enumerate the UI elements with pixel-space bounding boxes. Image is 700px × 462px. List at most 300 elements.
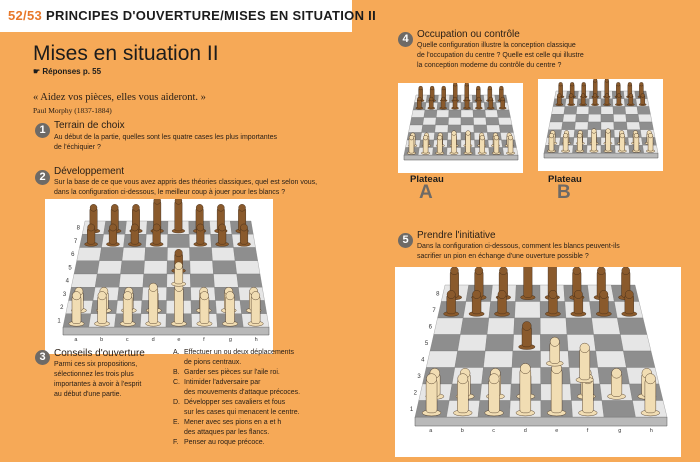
board-square: [426, 351, 457, 368]
option-text: [184, 348, 294, 368]
file-label: b: [100, 337, 104, 343]
piece-head: [577, 133, 582, 138]
piece-body: [174, 287, 183, 323]
board-square: [449, 110, 461, 118]
page-title: Mises en situation II: [33, 42, 219, 65]
piece-head: [616, 82, 620, 86]
board-square: [550, 114, 564, 122]
piece-head: [149, 283, 157, 291]
question-1-line: Au début de la partie, quelles sont les quatre cases les plus importantes: [54, 134, 277, 141]
file-label: c: [492, 428, 495, 434]
question-4-line: la conception moderne du contrôle du centre ?: [417, 62, 562, 69]
board-square: [601, 114, 614, 122]
rank-label: 6: [71, 252, 75, 259]
piece-head: [123, 292, 131, 300]
piece-head: [72, 292, 80, 300]
piece-head: [453, 97, 457, 101]
question-4-line: Quelle configuration illustre la conception classique: [417, 42, 576, 49]
board-square: [95, 274, 120, 287]
option-item: [173, 348, 338, 368]
piece-head: [88, 224, 95, 231]
question-3-line: Parmi ces six propositions,: [54, 361, 138, 368]
board-square: [589, 107, 601, 115]
piece-head: [426, 374, 436, 384]
board-b: [538, 79, 663, 171]
question-2-line: Sur la base de ce que vous avez appris des théories classiques, quel est selon vous,: [54, 179, 318, 186]
board-square: [620, 335, 651, 352]
board-square: [596, 351, 627, 368]
piece-head: [573, 267, 581, 275]
board-initiative: [395, 267, 681, 457]
piece-head: [605, 94, 609, 98]
piece-body: [606, 131, 611, 151]
piece-head: [494, 135, 499, 140]
piece-head: [501, 97, 505, 101]
piece-body: [451, 133, 456, 153]
piece-head: [452, 131, 457, 136]
piece-head: [442, 86, 446, 90]
question-4-heading: Occupation ou contrôle: [417, 29, 520, 40]
question-2-line: dans la configuration ci-dessous, le meilleur coup à jouer pour les blancs ?: [54, 189, 286, 196]
board-square: [190, 261, 214, 274]
board-square: [566, 318, 594, 335]
option-line: Effectuer un ou deux déplacements: [184, 349, 295, 356]
answers-reference: ☛ Réponses p. 55: [33, 67, 102, 76]
file-label: f: [203, 337, 205, 343]
piece-head: [593, 79, 597, 82]
file-label: d: [151, 337, 155, 343]
piece-head: [477, 97, 481, 101]
board-square: [483, 351, 512, 368]
board-square: [448, 118, 461, 126]
board-square: [460, 318, 488, 335]
piece-head: [453, 83, 457, 86]
rank-label: 6: [428, 324, 432, 331]
option-line: des mouvements d'attaque précoces.: [184, 389, 301, 396]
piece-head: [251, 292, 259, 300]
board-square: [626, 114, 640, 122]
board-edge: [404, 155, 518, 160]
board-edge: [544, 153, 658, 158]
option-item: [173, 368, 338, 378]
question-4-line: de l'occupation du centre ? Quelle est celle qui illustre: [417, 52, 584, 59]
board-edge: [415, 417, 667, 426]
file-label: b: [460, 428, 464, 434]
board-square: [97, 261, 122, 274]
piece-head: [563, 133, 568, 138]
quote-author: Paul Morphy (1837-1884): [33, 106, 112, 115]
piece-head: [197, 224, 204, 231]
rank-label: 4: [421, 357, 425, 364]
option-item: [173, 398, 338, 418]
piece-head: [458, 374, 468, 384]
board-square: [74, 261, 99, 274]
board-b-label: Plateau: [548, 174, 582, 185]
board-square: [638, 114, 652, 122]
piece-head: [549, 290, 557, 298]
chessboard-initiative: [395, 267, 681, 457]
option-text: [184, 438, 265, 448]
piece-head: [441, 97, 445, 101]
piece-head: [131, 224, 138, 231]
piece-head: [592, 129, 597, 134]
option-line: Intimider l'adversaire par: [184, 379, 261, 386]
board-square: [473, 110, 486, 118]
piece-head: [450, 267, 458, 275]
rank-label: 5: [424, 340, 429, 347]
piece-body: [149, 287, 158, 323]
option-key: F.: [173, 439, 179, 446]
option-text: [184, 418, 281, 438]
chessboard-b: [538, 79, 663, 171]
board-square: [423, 118, 437, 126]
piece-head: [622, 267, 630, 275]
piece-head: [447, 290, 455, 298]
question-3-line: au début d'une partie.: [54, 391, 122, 398]
option-line: Développer ses cavaliers et fous: [184, 399, 286, 406]
board-square: [498, 118, 512, 126]
board-square: [412, 110, 426, 118]
file-label: h: [254, 337, 258, 343]
piece-head: [612, 368, 622, 378]
board-square: [485, 335, 513, 352]
board-square: [614, 122, 628, 130]
board-square: [487, 125, 501, 133]
piece-head: [465, 97, 469, 101]
board-development: [45, 199, 273, 354]
piece-head: [499, 267, 507, 275]
option-text: [184, 378, 300, 398]
piece-head: [488, 86, 492, 90]
question-2-text: [54, 178, 317, 198]
piece-head: [593, 94, 597, 98]
options-list: [173, 348, 338, 448]
quote: « Aidez vos pièces, elles vous aideront. »: [33, 92, 206, 103]
piece-head: [600, 290, 608, 298]
piece-head: [582, 82, 586, 86]
board-square: [575, 122, 589, 130]
piece-body: [175, 201, 182, 231]
board-square: [625, 107, 638, 115]
option-line: Mener avec ses pions en a et h: [184, 419, 282, 426]
file-label: a: [429, 428, 433, 434]
piece-head: [429, 97, 433, 101]
piece-head: [423, 135, 428, 140]
piece-head: [437, 135, 442, 140]
chessboard-a: [398, 83, 523, 173]
piece-head: [489, 97, 493, 101]
board-square: [627, 122, 641, 130]
file-label: g: [228, 337, 232, 343]
option-key: E.: [173, 419, 180, 426]
question-number-5: 5: [398, 233, 413, 248]
file-label: e: [177, 337, 181, 343]
question-number-3: 3: [35, 350, 50, 365]
rank-label: 5: [68, 265, 72, 272]
option-text: [184, 398, 300, 418]
board-square: [461, 118, 474, 126]
piece-head: [154, 199, 161, 204]
piece-body: [520, 369, 531, 413]
board-square: [562, 122, 576, 130]
piece-head: [581, 94, 585, 98]
file-label: e: [555, 428, 559, 434]
board-square: [119, 274, 144, 287]
piece-head: [175, 249, 183, 257]
board-square: [409, 125, 423, 133]
board-b-letter: B: [557, 182, 571, 203]
piece-body: [551, 369, 562, 413]
board-square: [436, 118, 449, 126]
rank-label: 2: [413, 390, 417, 397]
piece-head: [570, 82, 574, 86]
piece-head: [641, 94, 645, 98]
board-square: [121, 261, 145, 274]
board-square: [499, 125, 513, 133]
chapter-title: PRINCIPES D'OUVERTURE/MISES EN SITUATION II: [46, 8, 376, 23]
board-square: [144, 261, 168, 274]
board-square: [639, 122, 653, 130]
board-square: [190, 248, 213, 261]
option-line: Penser au roque précoce.: [184, 439, 265, 446]
option-line: sur les cases qui menacent le centre.: [184, 409, 300, 416]
board-a: [398, 83, 523, 173]
piece-head: [417, 97, 421, 101]
rank-label: 2: [60, 305, 64, 312]
question-3-line: importantes à avoir à l'esprit: [54, 381, 142, 388]
question-1-text: [54, 133, 277, 153]
question-5-line: sacrifier un pion en échange d'une ouverture possible ?: [417, 253, 589, 260]
board-square: [617, 318, 647, 335]
question-number-4: 4: [398, 32, 413, 47]
piece-head: [559, 82, 563, 86]
question-3-text: [54, 360, 141, 400]
board-square: [235, 261, 260, 274]
board-square: [473, 118, 486, 126]
piece-head: [522, 321, 531, 330]
option-key: C.: [173, 379, 180, 386]
piece-head: [480, 135, 485, 140]
piece-head: [472, 290, 480, 298]
board-square: [637, 107, 651, 115]
board-square: [576, 114, 589, 122]
piece-head: [569, 94, 573, 98]
board-square: [497, 110, 511, 118]
board-square: [458, 335, 487, 352]
question-5-heading: Prendre l'initiative: [417, 230, 496, 241]
option-item: [173, 378, 338, 398]
piece-head: [639, 82, 643, 86]
board-square: [168, 234, 190, 247]
option-line: Garder ses pièces sur l'aile roi.: [184, 369, 280, 376]
board-square: [485, 110, 498, 118]
rank-label: 3: [62, 291, 67, 298]
piece-head: [580, 343, 590, 353]
file-label: d: [523, 428, 527, 434]
board-square: [145, 248, 168, 261]
piece-head: [508, 135, 513, 140]
board-edge: [63, 327, 269, 335]
piece-head: [520, 363, 530, 373]
board-square: [601, 107, 613, 115]
question-5-line: Dans la configuration ci-dessous, comment les blancs peuvent-ils: [417, 243, 620, 250]
board-square: [436, 110, 449, 118]
board-square: [190, 274, 214, 287]
board-square: [430, 335, 460, 352]
piece-head: [465, 83, 469, 86]
question-1-heading: Terrain de choix: [54, 120, 125, 131]
piece-head: [628, 82, 632, 86]
rank-label: 7: [73, 238, 78, 245]
piece-body: [466, 133, 471, 153]
question-number-1: 1: [35, 123, 50, 138]
piece-head: [629, 94, 633, 98]
board-square: [434, 318, 463, 335]
piece-head: [409, 135, 414, 140]
board-square: [613, 107, 626, 115]
file-label: g: [618, 428, 622, 434]
piece-head: [550, 337, 559, 346]
piece-head: [645, 374, 655, 384]
piece-head: [574, 290, 582, 298]
piece-head: [499, 86, 503, 90]
question-1-line: de l'échiquier ?: [54, 144, 101, 151]
rank-label: 1: [409, 406, 414, 413]
option-item: [173, 438, 338, 448]
piece-head: [239, 204, 246, 211]
piece-head: [597, 267, 605, 275]
piece-head: [219, 224, 226, 231]
rank-label: 7: [432, 307, 436, 314]
rank-label: 8: [76, 225, 80, 232]
board-square: [214, 274, 239, 287]
board-square: [540, 318, 567, 335]
piece-head: [175, 262, 183, 270]
piece-body: [524, 267, 533, 297]
board-square: [552, 107, 566, 115]
piece-head: [634, 133, 639, 138]
piece-head: [109, 224, 116, 231]
file-label: a: [74, 337, 78, 343]
board-square: [594, 335, 624, 352]
board-square: [234, 248, 258, 261]
piece-head: [226, 292, 234, 300]
board-square: [487, 318, 515, 335]
option-item: [173, 418, 338, 438]
question-5-text: [417, 242, 620, 262]
piece-body: [591, 131, 596, 151]
option-text: [184, 368, 280, 378]
board-a-label: Plateau: [410, 174, 444, 185]
board-square: [435, 125, 449, 133]
piece-head: [617, 94, 621, 98]
page-header: [8, 8, 376, 23]
board-square: [461, 110, 473, 118]
piece-head: [240, 224, 247, 231]
question-4-text: [417, 41, 584, 71]
board-square: [623, 351, 655, 368]
piece-head: [549, 133, 554, 138]
piece-head: [625, 290, 633, 298]
board-square: [213, 261, 237, 274]
page-numbers: 52/53: [8, 8, 43, 23]
board-square: [563, 114, 577, 122]
file-label: c: [125, 337, 129, 343]
rank-label: 8: [436, 291, 440, 298]
piece-head: [498, 290, 506, 298]
board-square: [576, 107, 589, 115]
option-key: B.: [173, 369, 180, 376]
board-square: [588, 114, 601, 122]
piece-head: [466, 131, 471, 136]
question-number-2: 2: [35, 170, 50, 185]
piece-head: [620, 133, 625, 138]
piece-head: [489, 374, 499, 384]
board-square: [77, 248, 102, 261]
file-label: f: [586, 428, 589, 434]
board-square: [212, 248, 236, 261]
board-square: [237, 274, 263, 287]
piece-head: [90, 204, 97, 211]
question-3-heading: Conseils d'ouverture: [54, 348, 145, 359]
option-key: A.: [173, 349, 180, 356]
rank-label: 4: [65, 278, 69, 285]
board-square: [564, 107, 577, 115]
piece-head: [200, 292, 208, 300]
piece-head: [430, 86, 434, 90]
piece-head: [606, 129, 611, 134]
piece-head: [153, 224, 160, 231]
rank-label: 1: [57, 318, 61, 325]
option-key: D.: [173, 399, 180, 406]
chessboard-development: [45, 199, 273, 354]
piece-head: [648, 133, 653, 138]
board-square: [99, 248, 123, 261]
board-square: [71, 274, 97, 287]
board-square: [424, 110, 437, 118]
board-square: [613, 114, 626, 122]
rank-label: 3: [417, 373, 421, 380]
piece-head: [217, 204, 224, 211]
piece-head: [175, 199, 182, 204]
board-a-letter: A: [419, 182, 433, 203]
piece-head: [98, 292, 106, 300]
board-square: [592, 318, 621, 335]
piece-head: [133, 204, 140, 211]
option-line: des attaques par les flancs.: [184, 429, 270, 436]
board-square: [410, 118, 424, 126]
question-3-line: sélectionnez les trois plus: [54, 371, 134, 378]
board-square: [122, 248, 146, 261]
piece-head: [476, 86, 480, 90]
question-2-heading: Développement: [54, 166, 125, 177]
board-square: [602, 401, 636, 418]
board-square: [549, 122, 563, 130]
board-square: [455, 351, 485, 368]
option-line: de pions centraux.: [184, 359, 242, 366]
file-label: h: [649, 428, 653, 434]
piece-head: [111, 204, 118, 211]
piece-head: [419, 86, 423, 90]
piece-head: [557, 94, 561, 98]
board-square: [422, 125, 436, 133]
piece-head: [475, 267, 483, 275]
board-square: [474, 125, 488, 133]
piece-head: [196, 204, 203, 211]
piece-head: [605, 79, 609, 82]
board-square: [515, 302, 541, 319]
board-square: [486, 118, 500, 126]
